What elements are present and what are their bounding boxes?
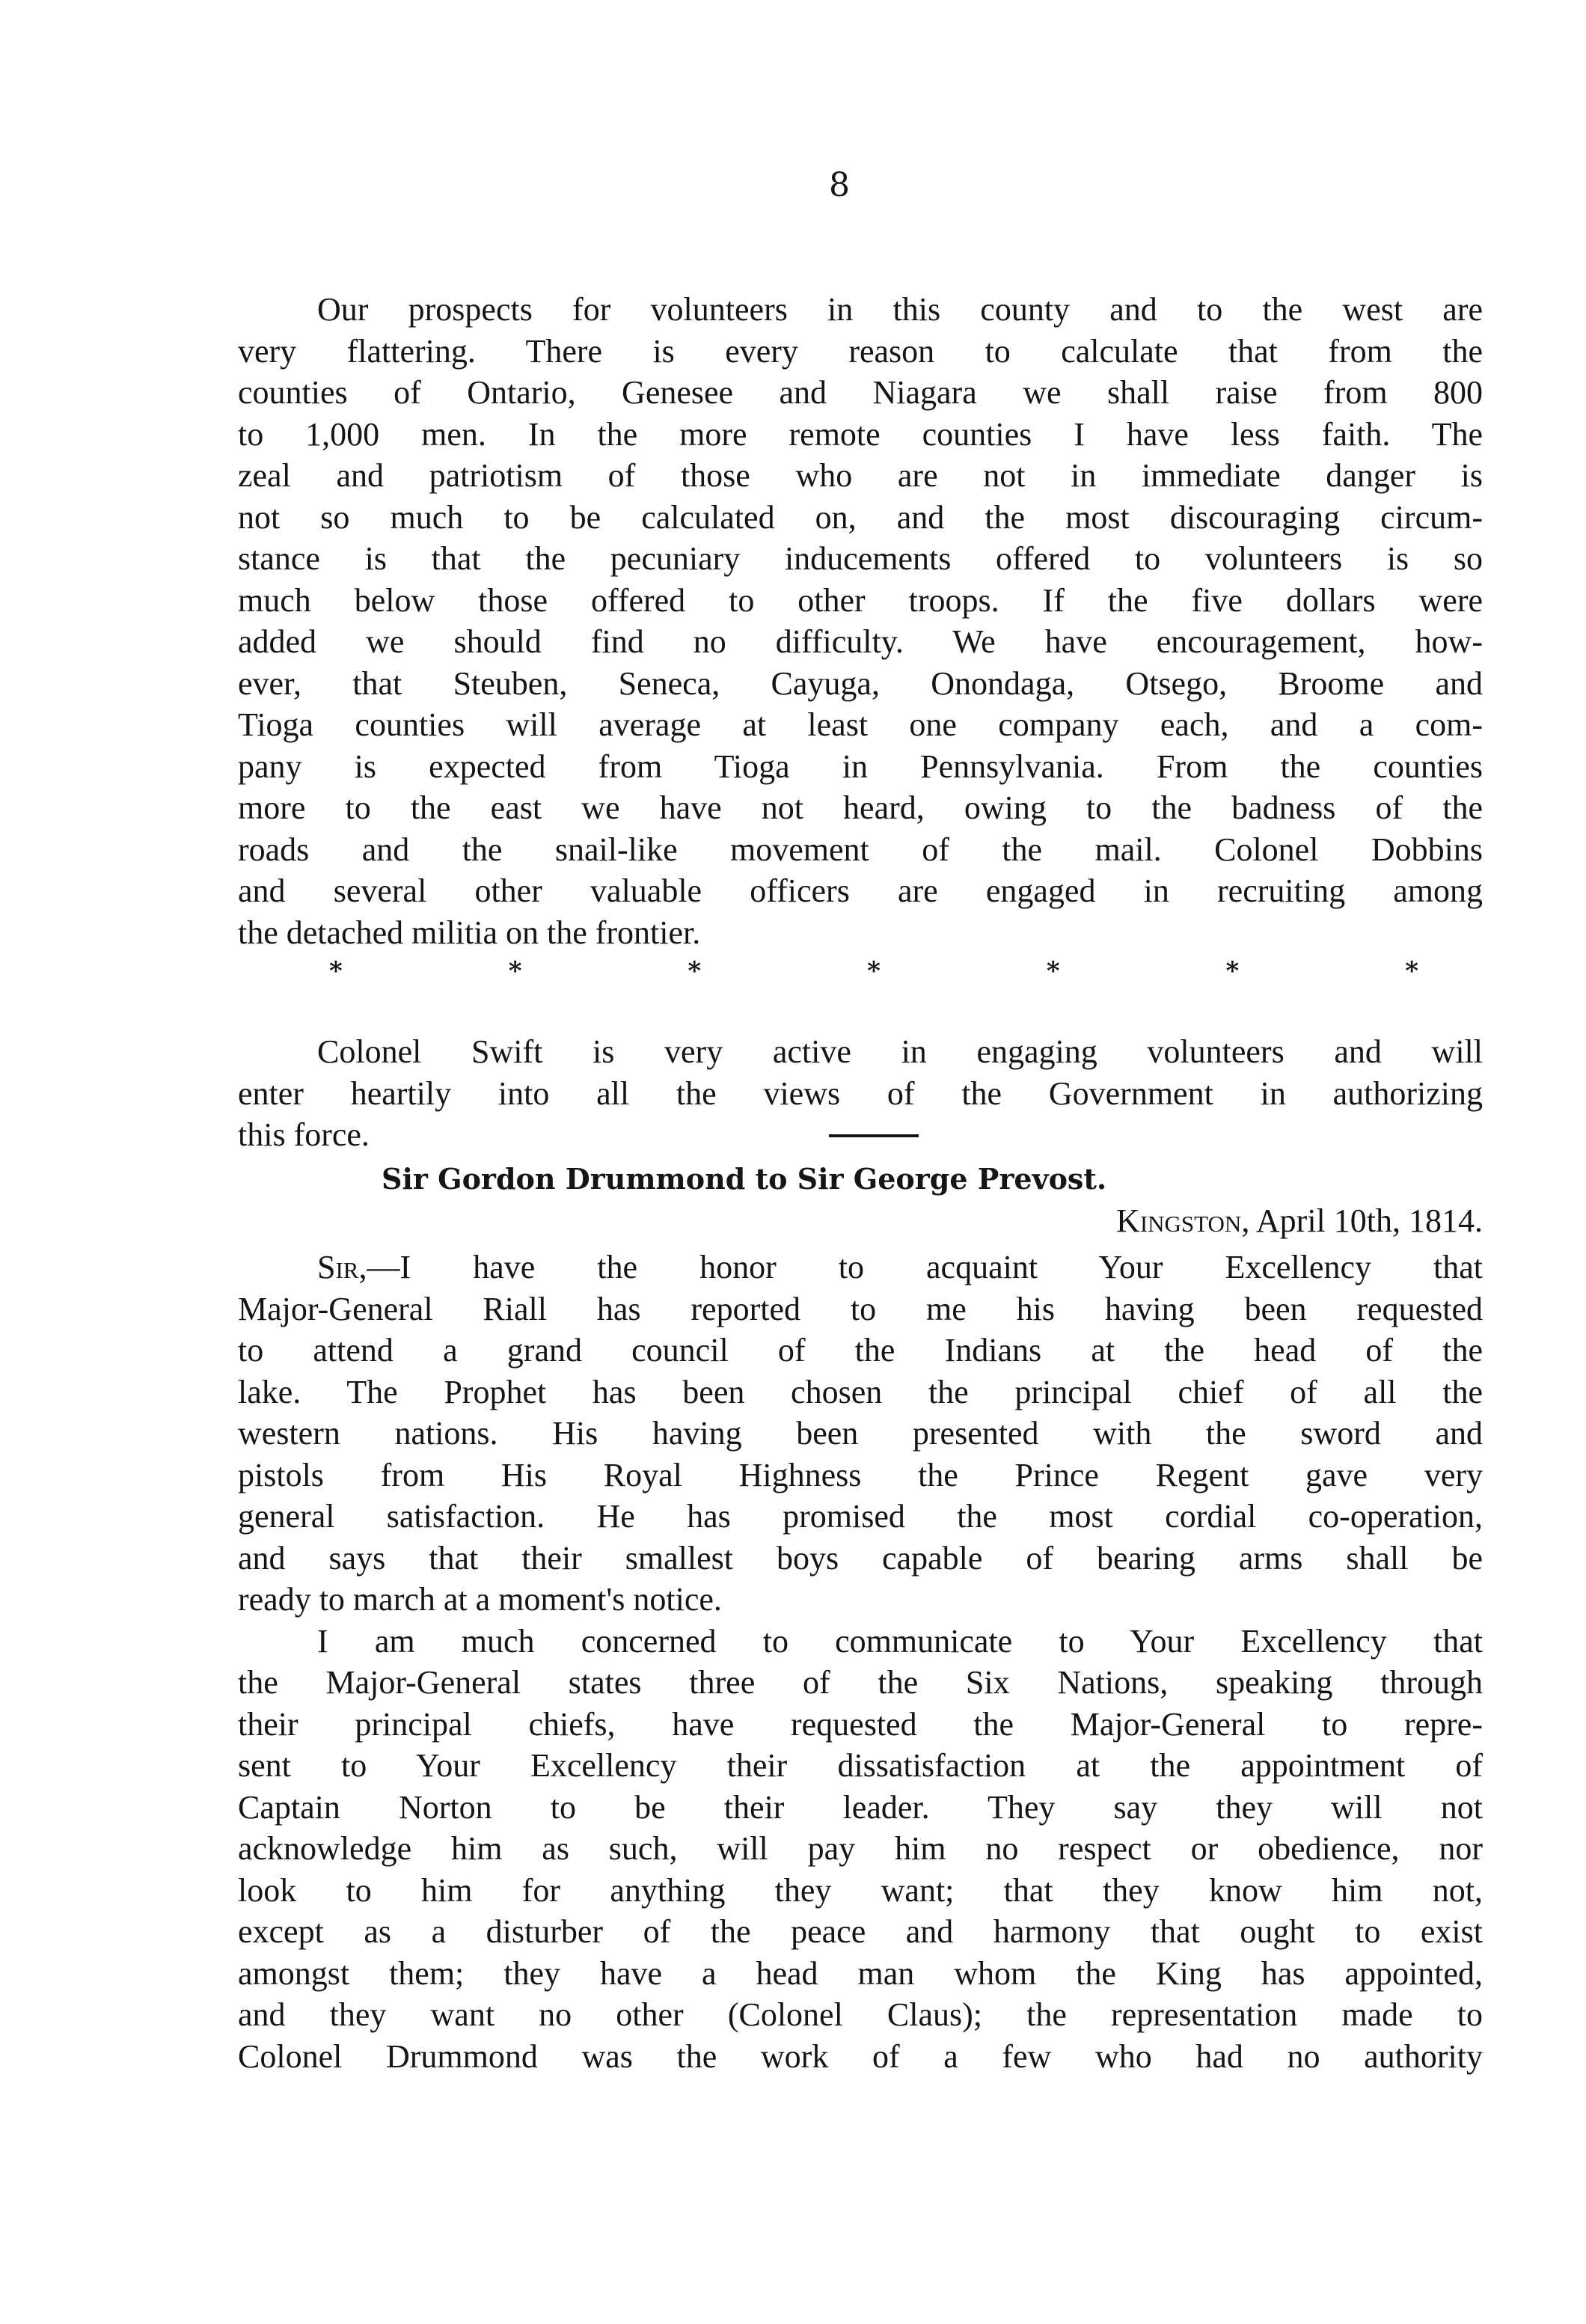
text-line: the detached militia on the frontier. xyxy=(238,914,701,951)
letter-paragraph-council xyxy=(238,1247,1483,1621)
dateline-date: , April 10th, 1814. xyxy=(1241,1202,1483,1239)
text-line: their principal chiefs, have requested the Major-General to repre- xyxy=(238,1705,1483,1743)
letter-body xyxy=(238,1247,1483,2077)
text-line: and they want no other (Colonel Claus); the representation made to xyxy=(238,1996,1483,2033)
text-line: Colonel Drummond was the work of a few who had no authority xyxy=(238,2037,1483,2075)
text-line: pany is expected from Tioga in Pennsylvania. From the counties xyxy=(238,747,1483,785)
text-line: this force. xyxy=(238,1116,370,1153)
text-line: enter heartily into all the views of the Government in authorizing xyxy=(238,1074,1483,1112)
section-divider xyxy=(829,1134,919,1137)
text-line: very flattering. There is every reason to calculate that from the xyxy=(238,332,1483,370)
text-line: and several other valuable officers are engaged in recruiting among xyxy=(238,872,1483,909)
dateline-place: Kingston xyxy=(1116,1202,1242,1239)
text-line: ever, that Steuben, Seneca, Cayuga, Onondaga, Otsego, Broome and xyxy=(238,664,1483,702)
text-line: Tioga counties will average at least one company each, and a com- xyxy=(238,706,1483,743)
text-line: ready to march at a moment's notice. xyxy=(238,1581,722,1618)
text-line: more to the east we have not heard, owing to the badness of the xyxy=(238,789,1483,826)
text-line: except as a disturber of the peace and harmony that ought to exist xyxy=(238,1913,1483,1950)
text-line: and says that their smallest boys capable of bearing arms shall be xyxy=(238,1539,1483,1577)
text-line: pistols from His Royal Highness the Prince Regent gave very xyxy=(238,1456,1483,1493)
text-line: zeal and patriotism of those who are not in immediate danger is xyxy=(238,457,1483,494)
text-line xyxy=(238,1247,1483,1288)
asterisk: * xyxy=(1405,956,1418,986)
text-line: I am much concerned to communicate to Your Excellency that xyxy=(317,1622,1483,1660)
text-line: acknowledge him as such, will pay him no respect or obedience, nor xyxy=(238,1830,1483,1867)
letter-dateline xyxy=(868,1200,1483,1241)
letter-paragraph-six-nations xyxy=(238,1621,1483,2078)
page-number: 8 xyxy=(829,166,850,204)
text-line: look to him for anything they want; that they know him not, xyxy=(238,1871,1483,1909)
text-line: counties of Ontario, Genesee and Niagara we shall raise from 800 xyxy=(238,374,1483,411)
asterisk: * xyxy=(1225,956,1240,986)
salutation: Sir, xyxy=(317,1249,367,1285)
text-line: amongst them; they have a head man whom the King has appointed, xyxy=(238,1954,1483,1992)
text-line: the Major-General states three of the Six Nations, speaking through xyxy=(238,1664,1483,1701)
asterisk-separator xyxy=(238,956,1483,986)
asterisk: * xyxy=(508,956,522,986)
text-line: much below those offered to other troops. If the five dollars were xyxy=(238,581,1483,619)
text-line-rest: —I have the honor to acquaint Your Excellency that xyxy=(367,1249,1483,1285)
asterisk: * xyxy=(688,956,702,986)
text-line: lake. The Prophet has been chosen the principal chief of all the xyxy=(238,1373,1483,1410)
text-line: sent to Your Excellency their dissatisfaction at the appointment of xyxy=(238,1747,1483,1784)
text-line: Colonel Swift is very active in engaging volunteers and will xyxy=(317,1033,1483,1070)
text-line: added we should find no difficulty. We have encouragement, how- xyxy=(238,623,1483,660)
asterisk: * xyxy=(329,956,343,986)
text-line: Captain Norton to be their leader. They say they will not xyxy=(238,1788,1483,1826)
text-line: Our prospects for volunteers in this county and to the west are xyxy=(317,291,1483,328)
text-line: western nations. His having been presented with the sword and xyxy=(238,1415,1483,1452)
text-line: roads and the snail-like movement of the mail. Colonel Dobbins xyxy=(238,831,1483,868)
text-line: to attend a grand council of the Indians at the head of the xyxy=(238,1332,1483,1369)
text-line: general satisfaction. He has promised the most cordial co-operation, xyxy=(238,1498,1483,1535)
text-line: stance is that the pecuniary inducements offered to volunteers is so xyxy=(238,540,1483,577)
asterisk: * xyxy=(867,956,881,986)
text-line: Major-General Riall has reported to me his having been requested xyxy=(238,1290,1483,1327)
text-line: to 1,000 men. In the more remote counties I have less faith. The xyxy=(238,415,1483,453)
letter-heading: Sir Gordon Drummond to Sir George Prevost. xyxy=(382,1162,1107,1196)
asterisk: * xyxy=(1046,956,1060,986)
text-line: not so much to be calculated on, and the most discouraging circum- xyxy=(238,498,1483,536)
paragraph-volunteers xyxy=(238,289,1483,953)
